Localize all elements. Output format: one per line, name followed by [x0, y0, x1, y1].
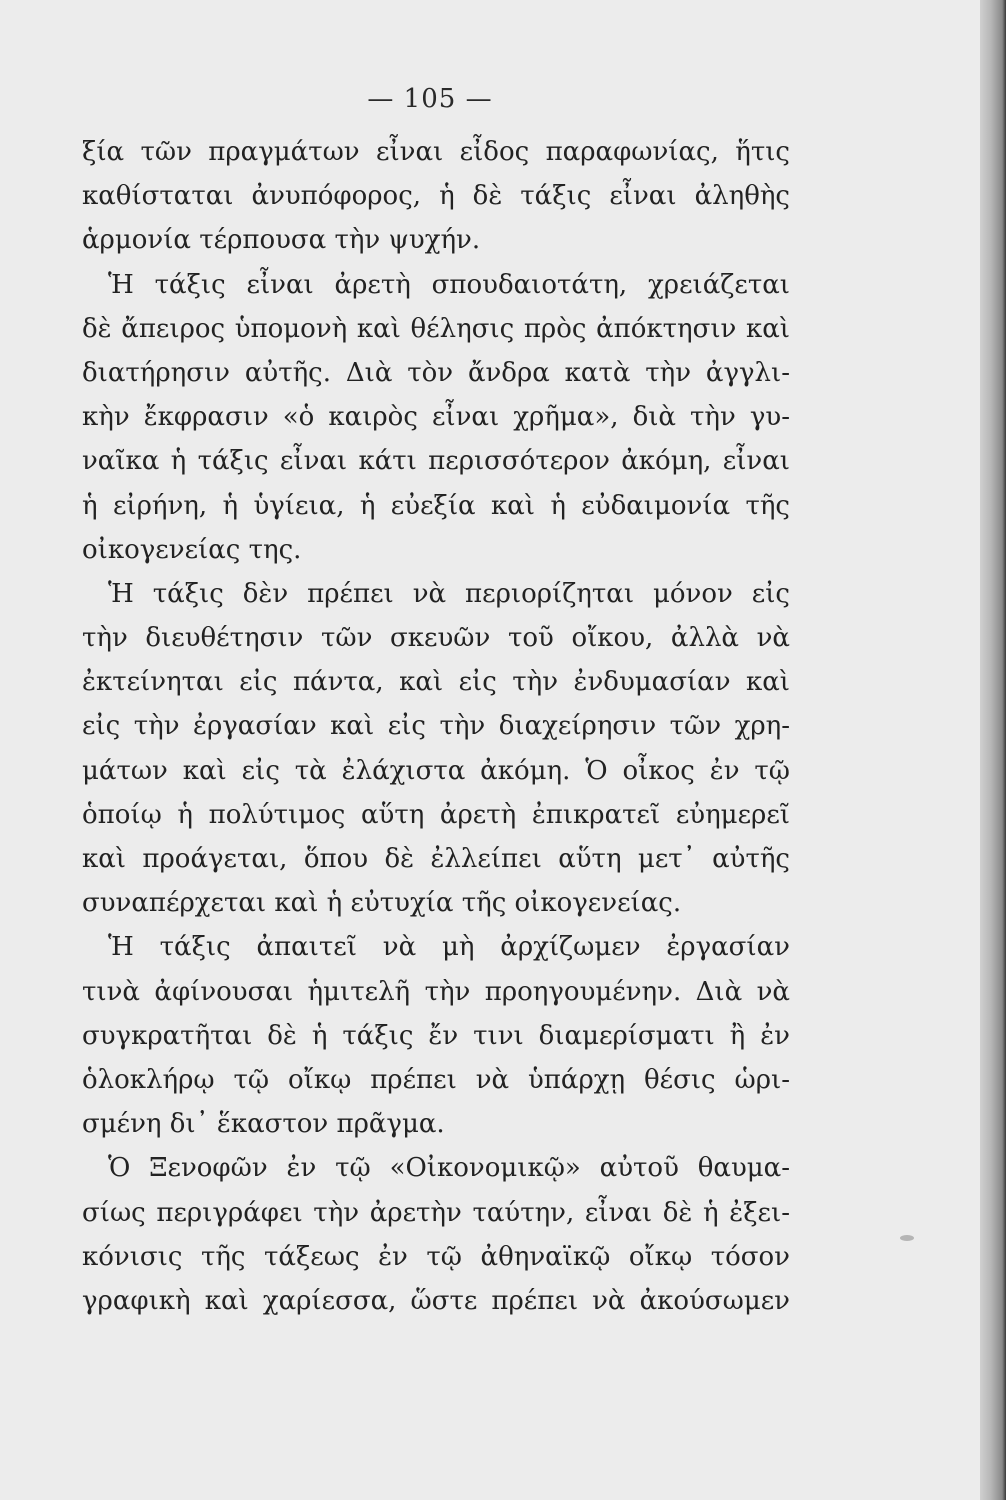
- text-line: ἡ εἰρήνη, ἡ ὑγίεια, ἡ εὐεξία καὶ ἡ εὐδαιμονία τῆς: [82, 490, 790, 521]
- text-line: ὁποίῳ ἡ πολύτιμος αὕτη ἀρετὴ ἐπικρατεῖ εὐημερεῖ: [82, 799, 790, 830]
- text-line: τὴν διευθέτησιν τῶν σκευῶν τοῦ οἴκου, ἀλλὰ νὰ: [82, 623, 790, 654]
- text-line: Ὁ Ξενοφῶν ἐν τῷ «Οἰκονομικῷ» αὐτοῦ θαυμα-: [108, 1153, 790, 1184]
- text-line: γραφικὴ καὶ χαρίεσσα, ὥστε πρέπει νὰ ἀκούσωμεν: [82, 1285, 790, 1316]
- page-number: — 105 —: [367, 84, 493, 114]
- text-line: διατήρησιν αὐτῆς. Διὰ τὸν ἄνδρα κατὰ τὴν ἀγγλι-: [82, 357, 790, 388]
- text-line: Ἡ τάξις ἀπαιτεῖ νὰ μὴ ἀρχίζωμεν ἐργασίαν: [108, 932, 790, 963]
- page-body-text: [82, 130, 790, 1323]
- text-line: ξία τῶν πραγμάτων εἶναι εἶδος παραφωνίας, ἥτις: [82, 137, 790, 167]
- text-line: εἰς τὴν ἐργασίαν καὶ εἰς τὴν διαχείρησιν τῶν χρη-: [82, 711, 790, 742]
- text-line: ἐκτείνηται εἰς πάντα, καὶ εἰς τὴν ἐνδυμασίαν καὶ: [82, 667, 790, 698]
- text-line: μάτων καὶ εἰς τὰ ἐλάχιστα ἀκόμη. Ὁ οἶκος ἐν τῷ: [82, 755, 790, 786]
- text-line: σίως περιγράφει τὴν ἀρετὴν ταύτην, εἶναι δὲ ἡ ἐξει-: [82, 1197, 790, 1228]
- text-line: τινὰ ἀφίνουσαι ἡμιτελῆ τὴν προηγουμένην. Διὰ νὰ: [82, 976, 790, 1007]
- page-edge-shadow: [980, 0, 1006, 1500]
- text-line: καὶ προάγεται, ὅπου δὲ ἐλλείπει αὕτη μετ᾽ αὐτῆς: [82, 844, 790, 874]
- text-line: συγκρατῆται δὲ ἡ τάξις ἔν τινι διαμερίσματι ἢ ἐν: [82, 1020, 790, 1051]
- paper-speck: [900, 1235, 914, 1241]
- text-line: δὲ ἄπειρος ὑπομονὴ καὶ θέλησις πρὸς ἀπόκτησιν καὶ: [82, 313, 790, 344]
- text-line: ναῖκα ἡ τάξις εἶναι κάτι περισσότερον ἀκόμη, εἶναι: [82, 446, 790, 477]
- text-line: σμένη δι᾽ ἕκαστον πρᾶγμα.: [82, 1109, 445, 1140]
- text-line: ἁρμονία τέρπουσα τὴν ψυχήν.: [82, 225, 481, 256]
- text-line: οἰκογενείας της.: [82, 534, 302, 565]
- text-line: ὁλοκλήρῳ τῷ οἴκῳ πρέπει νὰ ὑπάρχῃ θέσις ὡρι-: [82, 1064, 790, 1095]
- text-line: συναπέρχεται καὶ ἡ εὐτυχία τῆς οἰκογενείας.: [82, 888, 682, 919]
- text-line: Ἡ τάξις δὲν πρέπει νὰ περιορίζηται μόνον εἰς: [108, 578, 790, 609]
- text-line: κόνισις τῆς τάξεως ἐν τῷ ἀθηναϊκῷ οἴκῳ τόσον: [82, 1241, 790, 1272]
- text-line: Ἡ τάξις εἶναι ἀρετὴ σπουδαιοτάτη, χρειάζεται: [108, 269, 790, 300]
- text-line: κὴν ἔκφρασιν «ὁ καιρὸς εἶναι χρῆμα», διὰ τὴν γυ-: [82, 402, 790, 433]
- text-line: καθίσταται ἀνυπόφορος, ἡ δὲ τάξις εἶναι ἀληθὴς: [82, 181, 790, 212]
